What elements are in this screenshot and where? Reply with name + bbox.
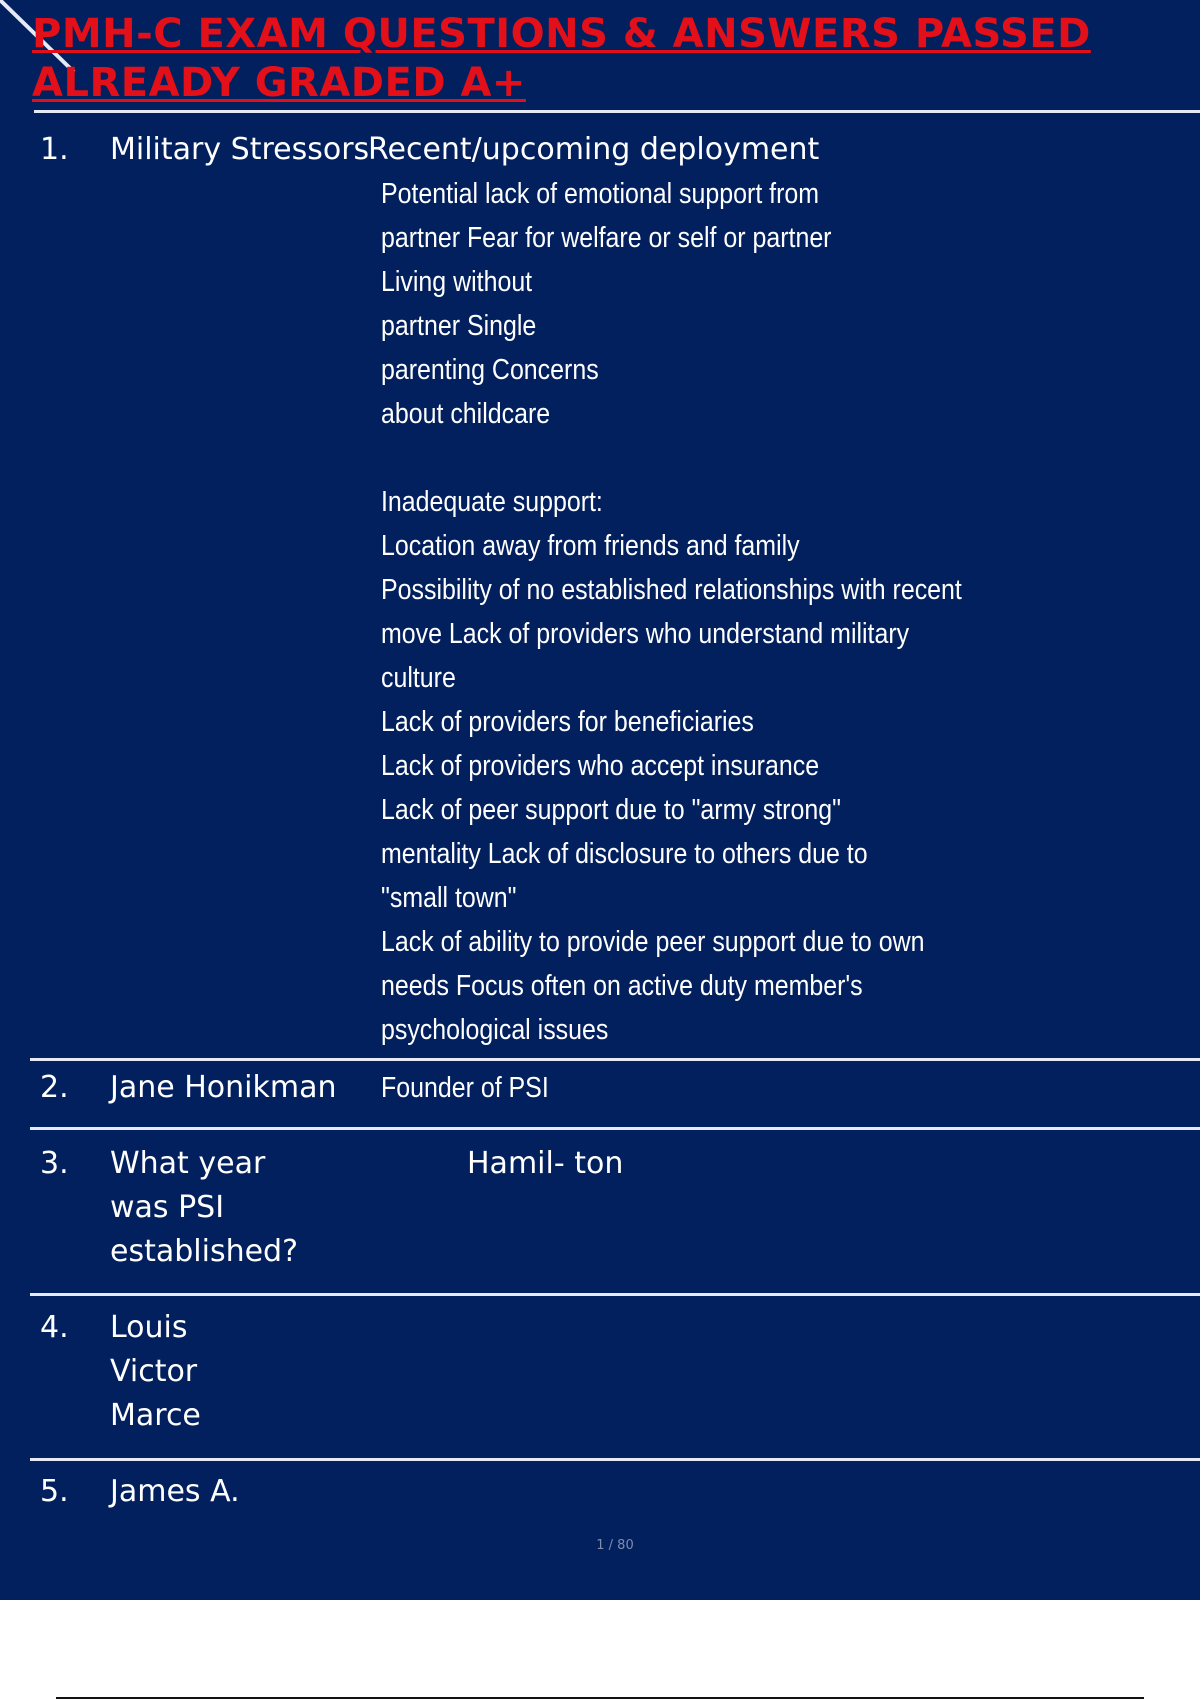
question-term-line: was PSI (110, 1190, 225, 1225)
answer-line: partner Fear for welfare or self or partner (381, 222, 832, 254)
answer-line: Lack of providers for beneficiaries (381, 706, 754, 738)
title-line-1: PMH-C EXAM QUESTIONS & ANSWERS PASSED (32, 11, 1091, 57)
question-term: Jane Honikman (110, 1070, 337, 1105)
page-indicator: 1 / 80 (596, 1538, 634, 1553)
question-number: 1. (40, 132, 69, 167)
question-term (110, 1142, 298, 1274)
answer-line: move Lack of providers who understand military (381, 618, 910, 650)
question-term-line: Marce (110, 1398, 201, 1433)
title-line-2: ALREADY GRADED A+ (32, 60, 526, 106)
answer-text (381, 1066, 576, 1110)
answer-line: Potential lack of emotional support from (381, 178, 820, 210)
answer-line: needs Focus often on active duty member's (381, 970, 863, 1002)
question-term: Military Stressors (110, 132, 370, 167)
question-number: 3. (40, 1146, 69, 1181)
question-term-line: Louis (110, 1310, 188, 1345)
question-term-line: What year (110, 1146, 266, 1181)
answer-line: "small town" (381, 882, 517, 914)
answer-line: Location away from friends and family (381, 530, 800, 562)
answer-first-line: Recent/upcoming deployment (368, 132, 820, 167)
question-number: 2. (40, 1070, 69, 1105)
answer-line: Inadequate support: (381, 486, 603, 518)
answer-line: about childcare (381, 398, 551, 430)
question-term-line: established? (110, 1234, 299, 1269)
divider (30, 1458, 1200, 1461)
answer-line: Possibility of no established relationships with recent (381, 574, 962, 606)
question-term: James A. (110, 1474, 240, 1509)
answer-text (381, 172, 1056, 1052)
answer-line: Founder of PSI (381, 1072, 549, 1104)
divider (30, 1293, 1200, 1296)
answer-line: partner Single (381, 310, 537, 342)
divider (30, 1127, 1200, 1130)
answer-line (381, 436, 962, 480)
answer-text: Hamil- ton (467, 1146, 624, 1181)
page-bottom-rule (56, 1697, 1144, 1699)
answer-line: psychological issues (381, 1014, 609, 1046)
question-term-line: Victor (110, 1354, 198, 1389)
answer-line: culture (381, 662, 456, 694)
answer-line: parenting Concerns (381, 354, 599, 386)
question-term (110, 1306, 201, 1438)
answer-line: Living without (381, 266, 533, 298)
answer-line: mentality Lack of disclosure to others due to (381, 838, 868, 870)
question-number: 4. (40, 1310, 69, 1345)
divider (34, 110, 1200, 113)
answer-line: Lack of providers who accept insurance (381, 750, 820, 782)
question-number: 5. (40, 1474, 69, 1509)
divider (30, 1058, 1200, 1061)
answer-line: Lack of ability to provide peer support due to own (381, 926, 925, 958)
answer-line: Lack of peer support due to "army strong" (381, 794, 841, 826)
document-title (32, 10, 1152, 108)
